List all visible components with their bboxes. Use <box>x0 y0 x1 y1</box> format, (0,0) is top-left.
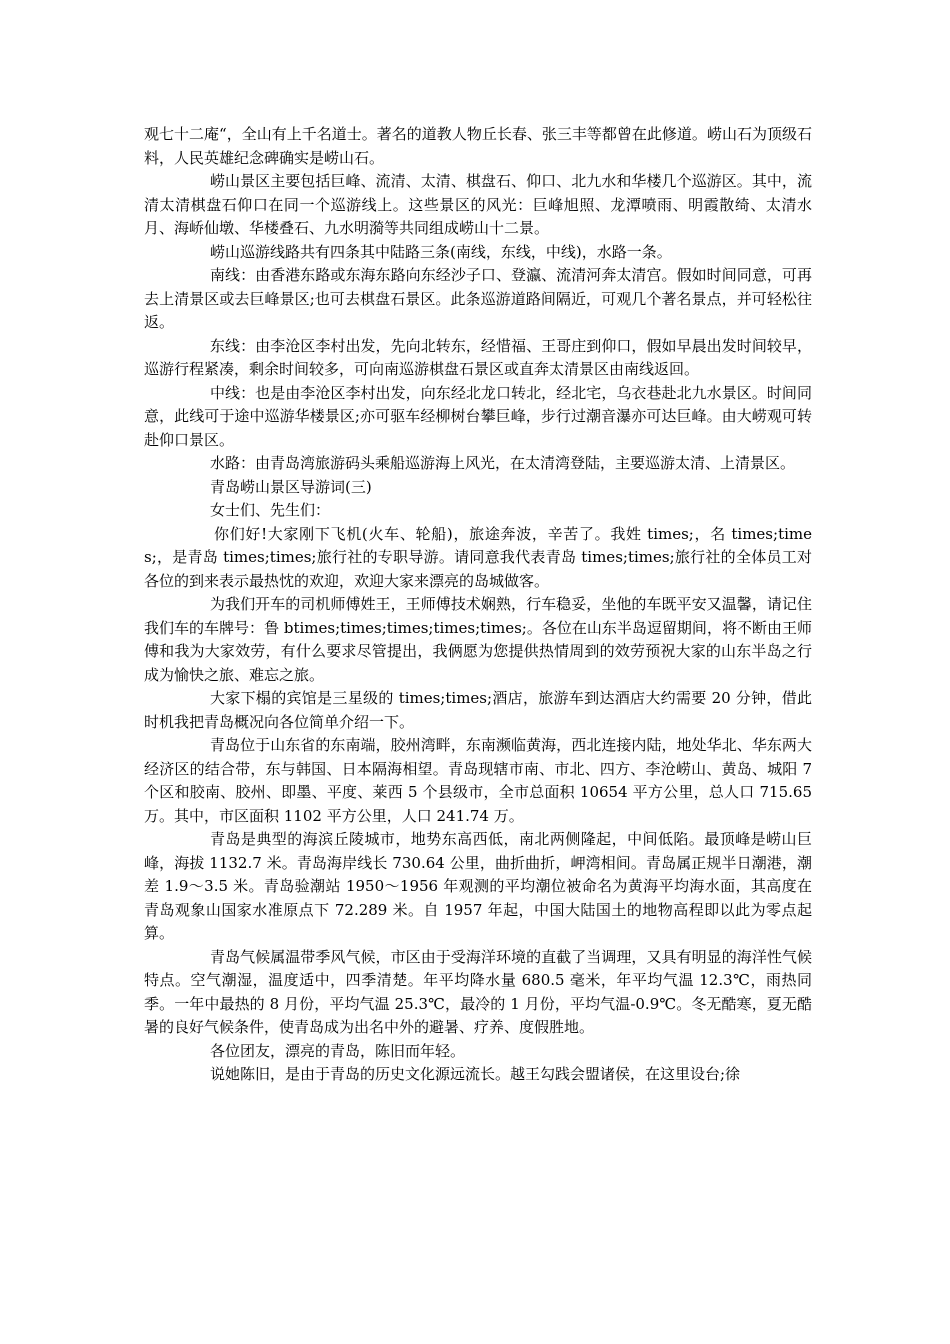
paragraph-13: 青岛位于山东省的东南端，胶州湾畔，东南濒临黄海，西北连接内陆，地处华北、华东两大经济区的结合带，东与韩国、日本隔海相望。青岛现辖市南、市北、四方、李沧崂山、黄岛、城阳 7 个区和胶南、胶州、即墨、平度、莱西 5 个县级市，全市总面积 10654 平方公里，总人口 715.65 万。其中，市区面积 1102 平方公里，人口 241.74 万。 <box>144 736 812 825</box>
paragraph-10: 你们好!大家刚下飞机(火车、轮船)，旅途奔波，辛苦了。我姓 times;，名 times;times;，是青岛 times;times;旅行社的专职导游。请同意我代表青岛 times;times;旅行社的全体员工对各位的到来表示最热忱的欢迎，欢迎大家来漂亮的岛城做客。 <box>144 524 812 590</box>
paragraph-11: 为我们开车的司机师傅姓王，王师傅技术娴熟，行车稳妥，坐他的车既平安又温馨，请记住我们车的车牌号：鲁 btimes;times;times;times;times;。各位在山东半岛逗留期间，将不断由王师傅和我为大家效劳，有什么要求尽管提出，我俩愿为您提供热情周到的效劳预祝大家的山东半岛之行成为愉快之旅、难忘之旅。 <box>144 595 812 684</box>
greeting: 女士们、先生们： <box>210 501 331 519</box>
paragraph-17: 说她陈旧，是由于青岛的历史文化源远流长。越王勾践会盟诸侯，在这里设台;徐 <box>210 1065 741 1083</box>
paragraph-2: 崂山景区主要包括巨峰、流清、太清、棋盘石、仰口、北九水和华楼几个巡游区。其中，流清太清棋盘石仰口在同一个巡游线上。这些景区的风光：巨峰旭照、龙潭喷雨、明霞散绮、太清水月、海峤仙墩、华楼叠石、九水明漪等共同组成崂山十二景。 <box>144 172 812 237</box>
paragraph-12: 大家下榻的宾馆是三星级的 times;times;酒店，旅游车到达酒店大约需要 20 分钟，借此时机我把青岛概况向各位简单介绍一下。 <box>144 689 812 731</box>
paragraph-3: 崂山巡游线路共有四条其中陆路三条(南线，东线，中线)，水路一条。 <box>210 242 672 261</box>
paragraph-6: 中线：也是由李沧区李村出发，向东经北龙口转北，经北宅，乌衣巷赴北九水景区。时间同意，此线可于途中巡游华楼景区;亦可驱车经柳树台攀巨峰，步行过潮音瀑亦可达巨峰。由大崂观可转赴仰口景区。 <box>144 383 812 449</box>
paragraph-5: 东线：由李沧区李村出发，先向北转东，经惜福、王哥庄到仰口，假如早晨出发时间较早，巡游行程紧凑，剩余时间较多，可向南巡游棋盘石景区或直奔太清景区由南线返回。 <box>144 336 812 378</box>
paragraph-1: 观七十二庵“，全山有上千名道士。著名的道教人物丘长春、张三丰等都曾在此修道。崂山石为顶级石料，人民英雄纪念碑确实是崂山石。 <box>144 125 812 167</box>
paragraph-14: 青岛是典型的海滨丘陵城市，地势东高西低，南北两侧隆起，中间低陷。最顶峰是崂山巨峰，海拔 1132.7 米。青岛海岸线长 730.64 公里，曲折曲折，岬湾相间。青岛属正规半日潮港，潮差 1.9～3.5 米。青岛验潮站 1950～1956 年观测的平均潮位被命名为黄海平均海水面，其高度在青岛观象山国家水准原点下 72.289 米。自 1957 年起，中国大陆国土的地物高程即以此为零点起算。 <box>144 830 812 942</box>
paragraph-4: 南线：由香港东路或东海东路向东经沙子口、登瀛、流清河奔太清宫。假如时间同意，可再去上清景区或去巨峰景区;也可去棋盘石景区。此条巡游道路间隔近，可观几个著名景点，并可轻松往返。 <box>144 266 812 331</box>
document-body <box>144 123 812 1087</box>
section-heading: 青岛崂山景区导游词(三) <box>210 477 372 496</box>
paragraph-7: 水路：由青岛湾旅游码头乘船巡游海上风光，在太清湾登陆，主要巡游太清、上清景区。 <box>210 454 796 472</box>
paragraph-16: 各位团友，漂亮的青岛，陈旧而年轻。 <box>210 1041 466 1060</box>
paragraph-15: 青岛气候属温带季风气候，市区由于受海洋环境的直截了当调理，又具有明显的海洋性气候特点。空气潮湿，温度适中，四季清楚。年平均降水量 680.5 毫米，年平均气温 12.3℃，雨热同季。一年中最热的 8 月份，平均气温 25.3℃，最冷的 1 月份，平均气温-0.9℃。冬无酷寒，夏无酷暑的良好气候条件，使青岛成为出名中外的避暑、疗养、度假胜地。 <box>144 947 812 1036</box>
